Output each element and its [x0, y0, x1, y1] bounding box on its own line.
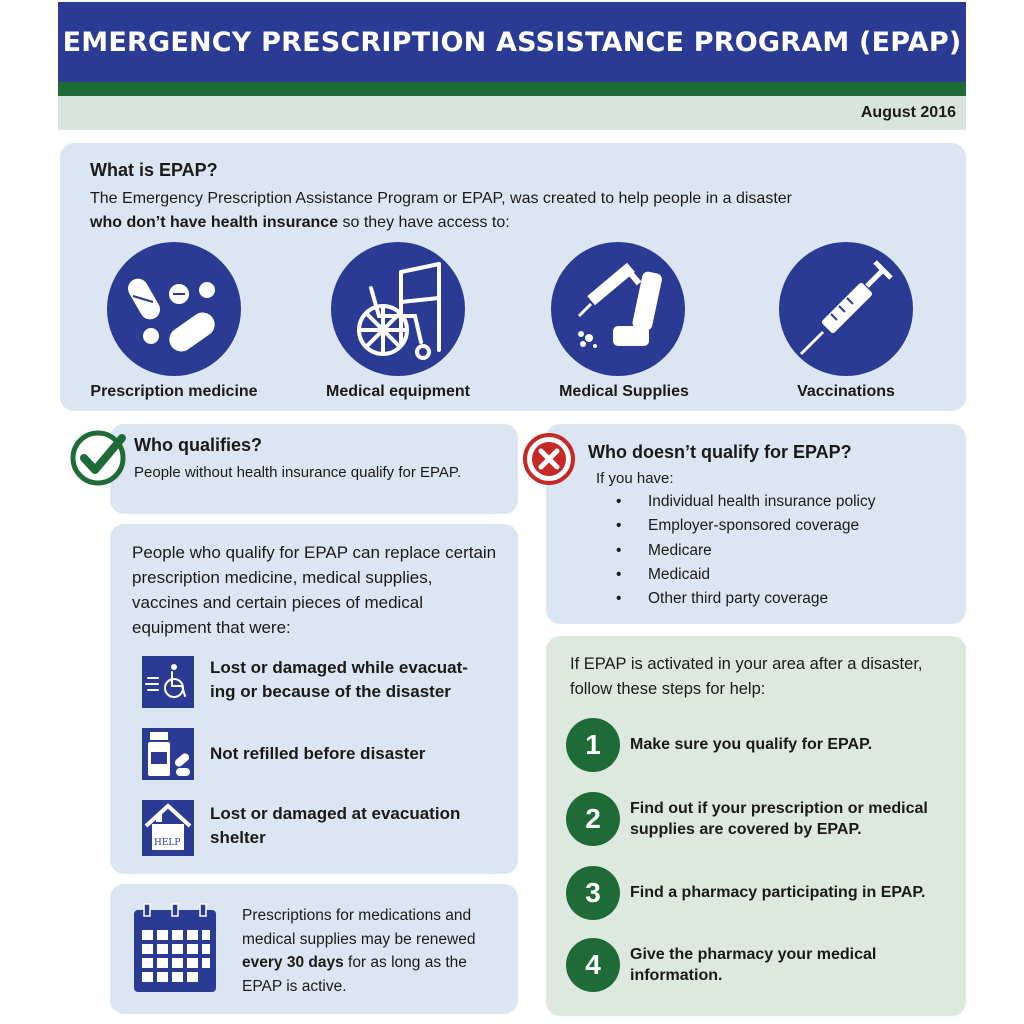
calendar-icon — [132, 902, 218, 994]
list-item: • Individual health insurance policy — [616, 490, 875, 514]
what-is-epap-heading: What is EPAP? — [90, 160, 218, 180]
publication-date: August 2016 — [860, 104, 956, 121]
checkmark-icon — [70, 428, 128, 486]
medical-supplies-label: Medical Supplies — [559, 383, 689, 400]
what-text-part-2: so they have access to: — [338, 214, 510, 231]
medical-equipment-label: Medical equipment — [325, 383, 471, 400]
who-qualifies-text: People without health insurance qualify for EPAP. — [134, 464, 462, 481]
what-text-bold: who don’t have health insurance — [90, 214, 339, 231]
wheelchair-walker-icon — [331, 242, 465, 376]
lost-during-evacuation-item — [210, 656, 468, 704]
item-line: Lost or damaged while evacuat- — [210, 658, 468, 677]
replacement-text: People who qualify for EPAP can replace certain prescription medicine, medical supplies, vaccines and certain pieces of medical equipment that were: — [132, 543, 497, 637]
list-item: • Medicare — [616, 539, 875, 563]
step-number: 2 — [566, 792, 620, 846]
steps-intro: If EPAP is activated in your area after a disaster, follow these steps for help: — [570, 655, 923, 698]
page-title: EMERGENCY PRESCRIPTION ASSISTANCE PROGRAM (EPAP) — [58, 2, 966, 82]
syringe-inhaler-icon — [551, 242, 685, 376]
list-item: • Employer-sponsored coverage — [616, 514, 875, 538]
help-shelter-icon — [142, 800, 194, 856]
who-qualifies-heading: Who qualifies? — [134, 435, 262, 455]
x-mark-icon — [522, 432, 576, 486]
renewal-text-bold: every 30 days — [242, 954, 344, 971]
date-bar — [58, 96, 966, 130]
evacuation-icon — [142, 656, 194, 708]
step-number: 3 — [566, 866, 620, 920]
step-text: Make sure you qualify for EPAP. — [630, 736, 873, 753]
step-text: Give the pharmacy your medical information. — [630, 946, 877, 984]
item-line: Lost or damaged at evacuation — [210, 804, 461, 823]
help-sign: HELP — [154, 838, 181, 848]
what-text-part-1: The Emergency Prescription Assistance Program or EPAP, was created to help people in a disaster — [90, 190, 792, 207]
who-doesnt-qualify-heading: Who doesn’t qualify for EPAP? — [588, 442, 852, 462]
step-text: Find out if your prescription or medical supplies are covered by EPAP. — [630, 800, 928, 838]
list-item: • Medicaid — [616, 563, 875, 587]
who-doesnt-qualify-intro: If you have: — [596, 470, 674, 487]
lost-at-shelter-item — [210, 802, 460, 850]
renewal-text — [242, 904, 498, 998]
non-qualifying-coverage-list — [616, 490, 875, 611]
what-is-epap-text — [90, 187, 950, 235]
step-number: 4 — [566, 938, 620, 992]
header-accent-bar — [58, 82, 966, 96]
list-item: • Other third party coverage — [616, 587, 875, 611]
medicine-bottle-icon — [142, 728, 194, 780]
renewal-text-part-1: Prescriptions for medications and medical supplies may be renewed — [242, 907, 476, 948]
renewal-text-part-2: for as long as the EPAP is active. — [242, 954, 467, 995]
item-line: shelter — [210, 828, 266, 847]
not-refilled-item: Not refilled before disaster — [210, 744, 426, 763]
step-text: Find a pharmacy participating in EPAP. — [630, 884, 926, 901]
pills-icon — [107, 242, 241, 376]
prescription-medicine-label: Prescription medicine — [90, 383, 258, 400]
item-line: ing or because of the disaster — [210, 682, 451, 701]
vaccinations-label: Vaccinations — [797, 383, 895, 400]
step-number: 1 — [566, 718, 620, 772]
syringe-icon — [779, 242, 913, 376]
